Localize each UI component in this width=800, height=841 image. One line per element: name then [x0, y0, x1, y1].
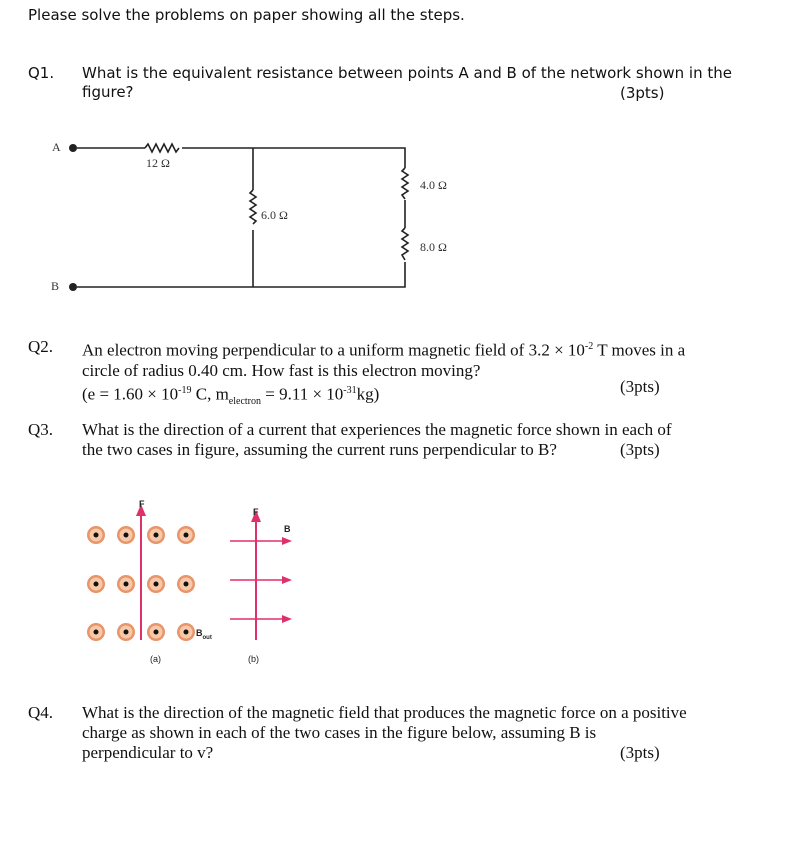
b-out-dot — [154, 582, 159, 587]
caption-b: (b) — [248, 654, 259, 664]
b-out-dot — [184, 582, 189, 587]
q3-number: Q3. — [28, 420, 54, 439]
label-r4: 8.0 Ω — [420, 240, 447, 254]
q4-text: What is the direction of the magnetic field that produces the magnetic force on a positive charge as shown in each of the two cases in the figure below, assuming B is perpendicular to v? — [82, 703, 687, 762]
b-out-dot — [184, 630, 189, 635]
label-r2: 6.0 Ω — [261, 208, 288, 222]
b-out-dot — [94, 630, 99, 635]
b-field-arrowhead — [282, 537, 292, 545]
label-bout: $B_{out}$ — [196, 628, 212, 641]
b-field-arrowhead — [282, 576, 292, 584]
q1-line2: figure? — [82, 83, 134, 101]
b-out-dot — [154, 533, 159, 538]
q2-text: An electron moving perpendicular to a uniform magnetic field of $3.2 \times 10^{-2}$ T moves in a circle of radius 0.40 cm. How fast is this electron moving? ($e = 1.60 \times 10^{-19}$ C, $m_{electron} = 9.11 \times 10^{-31}kg$) — [82, 340, 686, 407]
label-f-a: F — [139, 499, 145, 509]
b-out-dot — [184, 533, 189, 538]
magnetic-force-figure — [0, 490, 320, 650]
resistor-4 — [402, 168, 408, 199]
resistor-6 — [250, 190, 256, 224]
instructions: Please solve the problems on paper showing all the steps. — [28, 6, 465, 24]
q3-points: (3pts) — [620, 440, 660, 459]
terminal-b — [69, 283, 77, 291]
resistor-8 — [402, 228, 408, 260]
q4-points: (3pts) — [620, 743, 660, 762]
label-a: A — [52, 140, 61, 154]
caption-a: (a) — [150, 654, 161, 664]
q1-line1: What is the equivalent resistance between points A and B of the network shown in the — [82, 64, 732, 82]
b-field-arrowhead — [282, 615, 292, 623]
b-out-dot — [94, 582, 99, 587]
q1-number: Q1. — [28, 64, 55, 82]
label-r3: 4.0 Ω — [420, 178, 447, 192]
q2-points: (3pts) — [620, 377, 660, 396]
b-out-dot — [124, 533, 129, 538]
q4-number: Q4. — [28, 703, 54, 722]
b-out-dot — [94, 533, 99, 538]
label-b-field: B — [284, 524, 291, 534]
terminal-a — [69, 144, 77, 152]
circuit-diagram — [0, 0, 800, 320]
b-out-dot — [124, 630, 129, 635]
label-b: B — [51, 279, 60, 293]
label-f-b: F — [253, 507, 259, 517]
q3-text: What is the direction of a current that experiences the magnetic force shown in each of the two cases in figure, assuming the current runs perpendicular to B? — [82, 420, 672, 459]
b-out-dot — [154, 630, 159, 635]
label-r1: 12 Ω — [146, 156, 170, 170]
b-out-dot — [124, 582, 129, 587]
q1-points: (3pts) — [620, 84, 665, 102]
resistor-12 — [145, 144, 179, 152]
q2-number: Q2. — [28, 337, 54, 356]
